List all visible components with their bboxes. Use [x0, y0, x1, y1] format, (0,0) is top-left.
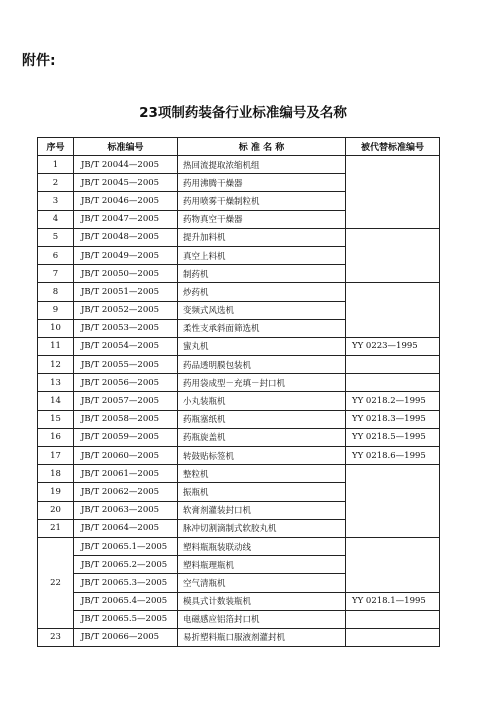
table-body [38, 156, 440, 647]
row-serial: 1 [38, 156, 74, 174]
row-serial: 19 [38, 483, 74, 501]
row-standard-no: JB/T 20065.4—2005 [74, 592, 178, 610]
row-replaced-standard [346, 319, 440, 337]
row-standard-no: JB/T 20047—2005 [74, 210, 178, 228]
row-standard-name: 药用喷雾干燥制粒机 [178, 192, 346, 210]
row-standard-name: 脉冲切割滴制式软胶丸机 [178, 519, 346, 537]
table-row [38, 319, 440, 337]
row-serial: 18 [38, 465, 74, 483]
row-standard-name: 药瓶塞纸机 [178, 410, 346, 428]
row-replaced-standard [346, 501, 440, 519]
row-standard-no: JB/T 20052—2005 [74, 301, 178, 319]
row-standard-name: 电磁感应铝箔封口机 [178, 610, 346, 628]
row-replaced-standard [346, 283, 440, 301]
row-replaced-standard: YY 0218.1—1995 [346, 592, 440, 610]
row-replaced-standard [346, 156, 440, 174]
attachment-label: 附件: [22, 53, 56, 69]
table-row [38, 428, 440, 446]
row-serial: 16 [38, 428, 74, 446]
row-standard-no: JB/T 20066—2005 [74, 628, 178, 646]
row-standard-name: 小丸装瓶机 [178, 392, 346, 410]
row-replaced-standard: YY 0223—1995 [346, 337, 440, 355]
row-replaced-standard [346, 537, 440, 555]
row-standard-name: 塑料瓶瓶装联动线 [178, 537, 346, 555]
row-standard-name: 热回流提取浓缩机组 [178, 156, 346, 174]
row-serial: 17 [38, 447, 74, 465]
row-standard-no: JB/T 20056—2005 [74, 374, 178, 392]
row-replaced-standard [346, 228, 440, 246]
table-row [38, 447, 440, 465]
table-row [38, 501, 440, 519]
row-standard-name: 整粒机 [178, 465, 346, 483]
table-row [38, 392, 440, 410]
table-row [38, 610, 440, 628]
row-standard-no: JB/T 20049—2005 [74, 246, 178, 264]
row-serial: 23 [38, 628, 74, 646]
row-standard-name: 变频式风选机 [178, 301, 346, 319]
row-replaced-standard [346, 465, 440, 483]
row-replaced-standard [346, 556, 440, 574]
row-standard-no: JB/T 20062—2005 [74, 483, 178, 501]
row-standard-no: JB/T 20061—2005 [74, 465, 178, 483]
row-replaced-standard [346, 628, 440, 646]
table-row [38, 192, 440, 210]
header-replaced-standard: 被代替标准编号 [346, 138, 440, 156]
row-replaced-standard [346, 246, 440, 264]
row-standard-no: JB/T 20048—2005 [74, 228, 178, 246]
row-standard-no: JB/T 20064—2005 [74, 519, 178, 537]
row-serial: 10 [38, 319, 74, 337]
row-standard-name: 提升加料机 [178, 228, 346, 246]
row-standard-name: 空气清瓶机 [178, 574, 346, 592]
row-replaced-standard [346, 174, 440, 192]
row-standard-name: 药物真空干燥器 [178, 210, 346, 228]
row-serial: 7 [38, 265, 74, 283]
table-row [38, 519, 440, 537]
table-row [38, 628, 440, 646]
row-replaced-standard [346, 356, 440, 374]
row-standard-no: JB/T 20065.1—2005 [74, 537, 178, 555]
row-standard-no: JB/T 20044—2005 [74, 156, 178, 174]
row-replaced-standard [346, 519, 440, 537]
row-serial: 9 [38, 301, 74, 319]
row-standard-name: 模具式计数装瓶机 [178, 592, 346, 610]
table-row [38, 174, 440, 192]
row-standard-name: 转鼓贴标签机 [178, 447, 346, 465]
row-standard-name: 软膏剂灌装封口机 [178, 501, 346, 519]
row-serial: 3 [38, 192, 74, 210]
row-standard-name: 炒药机 [178, 283, 346, 301]
row-replaced-standard [346, 192, 440, 210]
table-row [38, 465, 440, 483]
table-row [38, 356, 440, 374]
row-standard-name: 真空上料机 [178, 246, 346, 264]
row-standard-no: JB/T 20065.5—2005 [74, 610, 178, 628]
table-row [38, 374, 440, 392]
row-replaced-standard [346, 210, 440, 228]
row-replaced-standard: YY 0218.3—1995 [346, 410, 440, 428]
table-row [38, 410, 440, 428]
table-row [38, 483, 440, 501]
row-replaced-standard: YY 0218.6—1995 [346, 447, 440, 465]
row-serial: 2 [38, 174, 74, 192]
table-row [38, 556, 440, 574]
row-replaced-standard [346, 301, 440, 319]
row-standard-no: JB/T 20051—2005 [74, 283, 178, 301]
row-standard-no: JB/T 20050—2005 [74, 265, 178, 283]
table-row [38, 265, 440, 283]
table-row [38, 574, 440, 592]
row-replaced-standard [346, 374, 440, 392]
row-standard-no: JB/T 20063—2005 [74, 501, 178, 519]
row-standard-no: JB/T 20058—2005 [74, 410, 178, 428]
row-replaced-standard [346, 610, 440, 628]
standards-table [37, 137, 440, 647]
row-standard-name: 药用袋成型－充填－封口机 [178, 374, 346, 392]
row-replaced-standard [346, 265, 440, 283]
row-standard-no: JB/T 20065.2—2005 [74, 556, 178, 574]
row-serial: 13 [38, 374, 74, 392]
row-serial: 12 [38, 356, 74, 374]
row-standard-name: 药瓶旋盖机 [178, 428, 346, 446]
header-standard-no: 标准编号 [74, 138, 178, 156]
row-standard-no: JB/T 20059—2005 [74, 428, 178, 446]
row-serial: 15 [38, 410, 74, 428]
row-standard-no: JB/T 20045—2005 [74, 174, 178, 192]
row-standard-no: JB/T 20055—2005 [74, 356, 178, 374]
header-standard-name: 标 准 名 称 [178, 138, 346, 156]
row-serial: 21 [38, 519, 74, 537]
table-row [38, 228, 440, 246]
table-row [38, 246, 440, 264]
row-serial: 5 [38, 228, 74, 246]
row-replaced-standard: YY 0218.2—1995 [346, 392, 440, 410]
row-replaced-standard: YY 0218.5—1995 [346, 428, 440, 446]
row-serial: 14 [38, 392, 74, 410]
document-title: 23项制药装备行业标准编号及名称 [139, 105, 347, 121]
table-row [38, 537, 440, 555]
row-standard-no: JB/T 20060—2005 [74, 447, 178, 465]
row-standard-no: JB/T 20057—2005 [74, 392, 178, 410]
row-standard-name: 塑料瓶理瓶机 [178, 556, 346, 574]
table-row [38, 156, 440, 174]
row-serial: 11 [38, 337, 74, 355]
row-serial: 8 [38, 283, 74, 301]
row-replaced-standard [346, 483, 440, 501]
row-standard-no: JB/T 20053—2005 [74, 319, 178, 337]
row-standard-no: JB/T 20046—2005 [74, 192, 178, 210]
row-standard-name: 柔性支承斜面筛选机 [178, 319, 346, 337]
table-row [38, 592, 440, 610]
header-serial: 序号 [38, 138, 74, 156]
row-standard-name: 制药机 [178, 265, 346, 283]
row-standard-name: 易折塑料瓶口服液剂灌封机 [178, 628, 346, 646]
table-row [38, 210, 440, 228]
row-serial: 6 [38, 246, 74, 264]
row-standard-name: 振瓶机 [178, 483, 346, 501]
row-standard-no: JB/T 20054—2005 [74, 337, 178, 355]
row-standard-name: 药用沸腾干燥器 [178, 174, 346, 192]
row-standard-name: 药品透明膜包装机 [178, 356, 346, 374]
row-standard-name: 蜜丸机 [178, 337, 346, 355]
row-serial: 22 [38, 537, 74, 628]
row-replaced-standard [346, 574, 440, 592]
table-header-row [38, 138, 440, 156]
row-serial: 20 [38, 501, 74, 519]
table-row [38, 283, 440, 301]
row-standard-no: JB/T 20065.3—2005 [74, 574, 178, 592]
table-row [38, 301, 440, 319]
table-row [38, 337, 440, 355]
row-serial: 4 [38, 210, 74, 228]
